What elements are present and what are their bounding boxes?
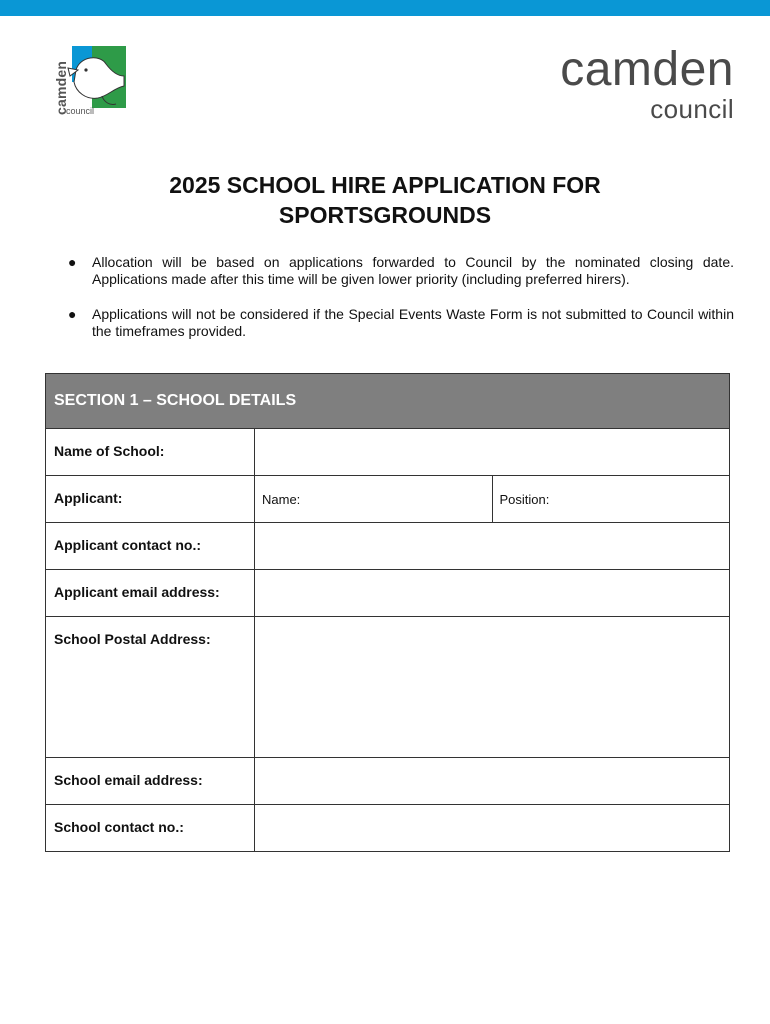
school-details-form bbox=[45, 373, 730, 852]
logo-sub-text: council bbox=[66, 106, 95, 116]
form-row-school-contact bbox=[46, 805, 729, 851]
field-label: Applicant: bbox=[46, 476, 255, 522]
field-label: Applicant contact no.: bbox=[46, 523, 255, 569]
applicant-position-label: Position: bbox=[499, 492, 550, 507]
logo-vertical-text: camden bbox=[53, 60, 69, 115]
field-label: School contact no.: bbox=[46, 805, 255, 851]
title-line-2: SPORTSGROUNDS bbox=[278, 202, 492, 228]
applicant-position-field[interactable] bbox=[492, 476, 730, 522]
instruction-item bbox=[64, 306, 734, 340]
camden-council-wordmark bbox=[560, 43, 734, 124]
bullet-icon: ● bbox=[68, 254, 77, 270]
section-header: SECTION 1 – SCHOOL DETAILS bbox=[46, 374, 729, 429]
applicant-email-field[interactable] bbox=[255, 570, 729, 616]
form-row-postal-address bbox=[46, 617, 729, 758]
top-accent-bar bbox=[0, 0, 770, 16]
wordmark-main: camden bbox=[560, 43, 734, 96]
field-label: School email address: bbox=[46, 758, 255, 804]
page-title bbox=[0, 170, 770, 230]
title-line-1: 2025 SCHOOL HIRE APPLICATION FOR bbox=[169, 172, 601, 198]
form-row-school-name bbox=[46, 429, 729, 476]
form-row-school-email bbox=[46, 758, 729, 805]
instruction-text: Allocation will be based on applications forwarded to Council by the nominated closing date. Applications made after this time will be given lower priority (including preferred hirers). bbox=[92, 254, 734, 287]
school-email-field[interactable] bbox=[255, 758, 729, 804]
applicant-name-field[interactable] bbox=[255, 476, 492, 522]
postal-address-field[interactable] bbox=[255, 617, 729, 757]
instruction-item bbox=[64, 254, 734, 288]
wordmark-sub: council bbox=[650, 94, 734, 124]
school-name-field[interactable] bbox=[255, 429, 729, 475]
form-row-applicant bbox=[46, 476, 729, 523]
instruction-list bbox=[64, 254, 734, 358]
school-contact-field[interactable] bbox=[255, 805, 729, 851]
platypus-emblem-icon bbox=[62, 46, 126, 108]
camden-council-emblem-logo bbox=[48, 44, 130, 118]
field-label: School Postal Address: bbox=[46, 617, 255, 757]
form-row-applicant-email bbox=[46, 570, 729, 617]
applicant-name-label: Name: bbox=[262, 492, 301, 507]
field-label: Name of School: bbox=[46, 429, 255, 475]
applicant-contact-field[interactable] bbox=[255, 523, 729, 569]
field-label: Applicant email address: bbox=[46, 570, 255, 616]
instruction-text: Applications will not be considered if the Special Events Waste Form is not submitted to Council within the timeframes provided. bbox=[92, 306, 734, 339]
bullet-icon: ● bbox=[68, 306, 77, 322]
form-row-applicant-contact bbox=[46, 523, 729, 570]
